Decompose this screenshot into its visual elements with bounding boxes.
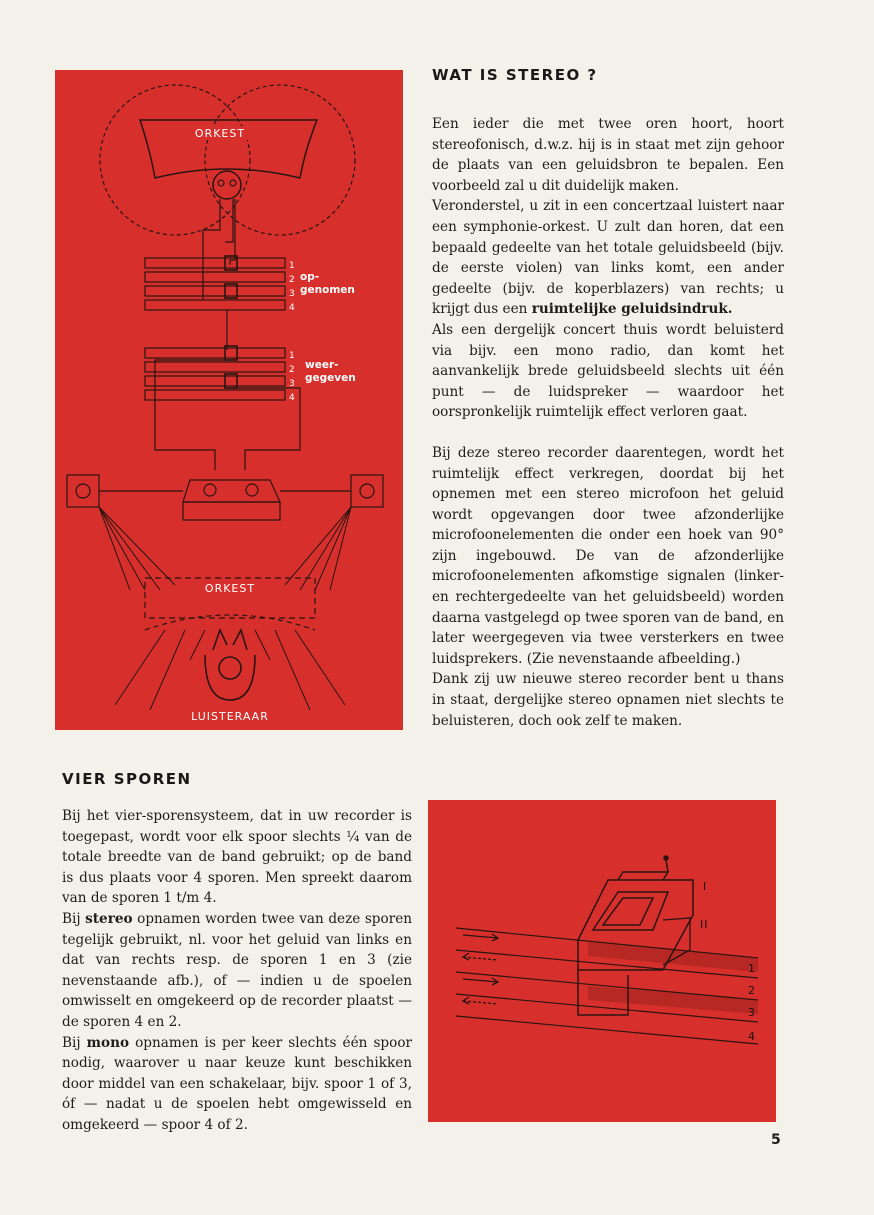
rec-track-3: 3 — [289, 289, 296, 299]
track-label-3: 3 — [748, 1006, 756, 1019]
rec-track-1: 1 — [289, 261, 296, 271]
opgenomen-label-2: genomen — [300, 284, 355, 296]
sound-circle-left — [100, 85, 250, 235]
stereo-diagram-figure — [55, 70, 403, 730]
stereo-text-block — [432, 114, 784, 731]
section-heading-sporen: VIER SPOREN — [62, 770, 192, 788]
sporen-text-block — [62, 806, 412, 1136]
luisteraar-label: LUISTERAAR — [191, 710, 269, 723]
speaker-left — [67, 475, 99, 507]
stereo-paragraph-5: Dank zij uw nieuwe stereo recorder bent u thans in staat, dergelijke stereo opnamen niet slechts te beluisteren, doch ook zelf te maken. — [432, 671, 784, 729]
page-number: 5 — [771, 1132, 781, 1148]
stereo-paragraph-3: Als een dergelijk concert thuis wordt beluisterd via bijv. een mono radio, dan komt het aanvankelijk brede geluidsbeeld slechts uit één punt — de luidspreker — waardoor het oorspronkelijk ruimtelijk effect verloren gaat. — [432, 321, 784, 421]
rec-track-2: 2 — [289, 275, 296, 285]
tape-edge-bottom — [456, 1016, 758, 1044]
four-track-diagram-svg — [428, 800, 776, 1122]
sound-circle-right — [205, 85, 355, 235]
orkest-bottom-label: ORKEST — [204, 582, 256, 595]
play-track-4: 4 — [289, 393, 296, 403]
rec-track-4: 4 — [289, 303, 296, 313]
stereo-microphone — [213, 171, 241, 199]
play-track-2: 2 — [289, 365, 296, 375]
bold-emphasis: mono — [86, 1034, 130, 1051]
track-1-shade — [588, 942, 758, 972]
listener-figure — [205, 630, 255, 700]
stereo-diagram-svg — [55, 70, 403, 730]
four-track-diagram-figure — [428, 800, 776, 1122]
bold-emphasis: stereo — [85, 910, 133, 927]
sporen-paragraph-2: Bij stereo opnamen worden twee van deze sporen tegelijk gebruikt, nl. voor het geluid van links en dat van rechts resp. de sporen 1 en 3 (zie nevenstaande afb.), of — indien u de spoelen omwisselt en omgekeerd op de recorder plaatst — de sporen 4 en 2. — [62, 910, 412, 1030]
opgenomen-label-1: op- — [300, 271, 320, 283]
track-label-1: 1 — [748, 962, 756, 975]
stereo-paragraph-1: Een ieder die met twee oren hoort, hoort stereofonisch, d.w.z. hij is in staat met zijn gehoor de plaats van een geluidsbron te bepalen. Een voorbeeld zal u dit duidelijk maken. — [432, 116, 784, 194]
weergegeven-label-1: weer- — [305, 359, 339, 371]
sporen-paragraph-1: Bij het vier-sporensysteem, dat in uw recorder is toegepast, wordt voor elk spoor slechts ¼ van de totale breedte van de band gebruikt; op de band is dus plaats voor 4 sporen. Men spreekt daarom van de sporen 1 t/m 4. — [62, 808, 412, 907]
head-label-I: I — [703, 880, 708, 893]
speaker-right — [351, 475, 383, 507]
stereo-paragraph-2-text: Veronderstel, u zit in een concertzaal luistert naar een symphonie-orkest. U zult dan horen, dat een bepaald gedeelte van het totale geluidsbeeld (bijv. de eerste violen) van links komt, een ander gedeelte (bijv. de koperblazers) van rechts; u krijgt dus een ruimtelijke geluidsindruk. — [432, 198, 784, 318]
sporen-paragraph-3: Bij mono opnamen is per keer slechts één spoor nodig, waarover u naar keuze kunt beschikken door middel van een schakelaar, bijv. spoor 1 of 3, óf — nadat u de spoelen hebt omgewisseld en omgekeerd — spoor 4 of 2. — [62, 1034, 413, 1133]
track-3-shade — [588, 986, 758, 1014]
head-label-II: II — [700, 918, 709, 931]
playback-tracks — [145, 346, 285, 400]
bold-emphasis: ruimtelijke geluidsindruk. — [531, 301, 733, 318]
play-track-1: 1 — [289, 351, 296, 361]
orkest-top-label: ORKEST — [194, 127, 246, 140]
tape-recorder — [183, 480, 280, 520]
track-label-4: 4 — [748, 1030, 756, 1043]
recorded-tracks — [145, 256, 285, 310]
stereo-paragraph-4: Bij deze stereo recorder daarentegen, wordt het ruimtelijk effect verkregen, doordat bij het opnemen met een stereo microfoon het geluid wordt opgevangen door twee afzonderlijke microfoonelementen die onder een hoek van 90° zijn ingebouwd. De van de afzonderlijke microfoonelementen afkomstige signalen (linker- en rechtergedeelte van het geluidsbeeld) worden daarna vastgelegd op twee sporen van de band, en later weergegeven via twee versterkers en twee luidsprekers. (Zie nevenstaande afbeelding.) — [432, 444, 784, 667]
track-label-2: 2 — [748, 984, 756, 997]
section-heading-stereo: WAT IS STEREO ? — [432, 66, 598, 84]
play-track-3: 3 — [289, 379, 296, 389]
weergegeven-label-2: gegeven — [305, 372, 356, 384]
stereo-paragraph-2 — [432, 196, 784, 320]
